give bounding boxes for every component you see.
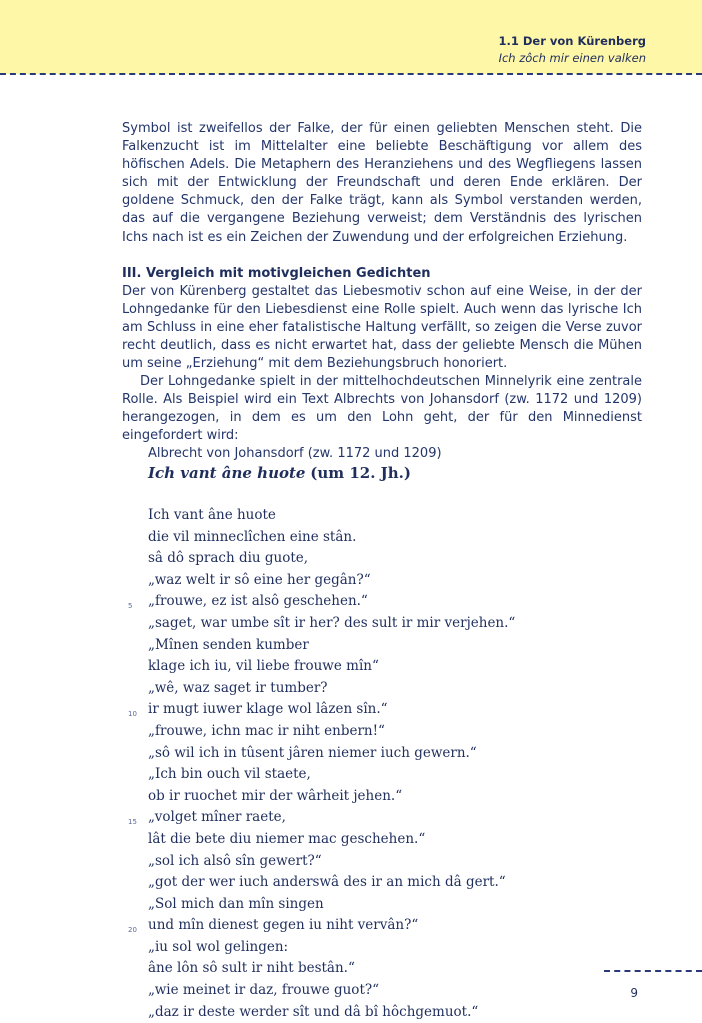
line-number: 15	[128, 818, 137, 827]
poem-line	[148, 527, 568, 549]
poem-line-text: „saget, war umbe sît ir her? des sult ir mir verjehen.“	[148, 614, 516, 631]
poem-title-main: Ich vant âne huote	[148, 464, 306, 482]
poem-line-text: „Sol mich dan mîn singen	[148, 895, 324, 912]
poem-line-text: „Mînen senden kumber	[148, 636, 309, 653]
poem-line-text: „got der wer iuch anderswâ des ir an mich dâ gert.“	[148, 874, 506, 891]
main-text	[122, 120, 642, 446]
poem-line-text: „wie meinet ir daz, frouwe guot?“	[148, 982, 380, 999]
poem-line-text: „Ich bin ouch vil staete,	[148, 766, 311, 783]
poem-line-text: „iu sol wol gelingen:	[148, 938, 289, 955]
line-number: 20	[128, 926, 137, 935]
header-divider	[0, 73, 702, 75]
chapter-subtitle: Ich zôch mir einen valken	[498, 51, 646, 65]
poem-line-text: „sol ich alsô sîn gewert?“	[148, 852, 322, 869]
poem-line	[148, 570, 568, 592]
poem-line	[128, 915, 568, 937]
poem-line-text: ob ir ruochet mir der wârheit jehen.“	[148, 787, 403, 804]
poem-line	[128, 699, 568, 721]
poem-author: Albrecht von Johansdorf (zw. 1172 und 1209)	[148, 446, 442, 461]
line-number: 10	[128, 710, 137, 719]
poem-line	[148, 743, 568, 765]
poem-line-text: „frouwe, ez ist alsô geschehen.“	[148, 593, 368, 610]
poem-block	[128, 445, 568, 1023]
poem-line-text: „frouwe, ichn mac ir niht enbern!“	[148, 722, 385, 739]
poem-line	[148, 872, 568, 894]
poem-line	[148, 548, 568, 570]
poem-line-text: sâ dô sprach diu guote,	[148, 550, 309, 567]
poem-line	[148, 958, 568, 980]
poem-line	[148, 894, 568, 916]
poem-line	[148, 505, 568, 527]
poem-title-date: (um 12. Jh.)	[310, 464, 411, 482]
poem-line-text: „volget mîner raete,	[148, 809, 286, 826]
chapter-title: 1.1 Der von Kürenberg	[498, 34, 646, 48]
poem-line-text: Ich vant âne huote	[148, 507, 276, 523]
poem-line-text: „daz ir deste werder sît und dâ bî hôchgemuot.“	[148, 1003, 479, 1020]
poem-line	[128, 591, 568, 613]
poem-line	[148, 786, 568, 808]
poem-line-text: ir mugt iuwer klage wol lâzen sîn.“	[148, 701, 388, 718]
poem-line-text: die vil minneclîchen eine stân.	[148, 528, 357, 545]
poem-line-text: klage ich iu, vil liebe frouwe mîn“	[148, 658, 379, 675]
line-number: 5	[128, 602, 133, 611]
poem-line-text: lât die bete diu niemer mac geschehen.“	[148, 830, 426, 847]
section-heading: III. Vergleich mit motivgleichen Gedichten	[122, 265, 431, 281]
paragraph-symbol: Symbol ist zweifellos der Falke, der für einen geliebten Menschen steht. Die Falkenzucht ist im Mittelalter eine beliebte Beschäftigung vor allem des höfischen Adels. Die Metaphern des Heranziehens und des Wegfliegens lassen sich mit der Entwicklung der Freundschaft und deren Ende erklären. Der goldene Schmuck, den der Falke trägt, kann als Symbol verstanden werden, das auf die vergangene Beziehung verweist; dem Verständnis des lyrischen Ichs nach ist es ein Zeichen der Zuwendung und der erfolgreichen Erziehung.	[122, 121, 642, 245]
poem-line-text: „waz welt ir sô eine her gegân?“	[148, 571, 371, 588]
footer-divider	[604, 970, 702, 972]
poem-line	[148, 656, 568, 678]
poem-line	[148, 721, 568, 743]
poem-line	[148, 764, 568, 786]
paragraph-lohngedanke: Der von Kürenberg gestaltet das Liebesmotiv schon auf eine Weise, in der der Lohngedanke für den Liebesdienst eine Rolle spielt. Auch wenn das lyrische Ich am Schluss in eine eher fatalistische Haltung verfällt, so zeigen die Verse zuvor recht deutlich, dass es nicht erwartet hat, dass der geliebte Mensch die Mühen um seine „Erziehung“ mit dem Beziehungsbruch honoriert.	[122, 283, 642, 372]
poem-lines	[128, 505, 568, 1023]
poem-line	[148, 613, 568, 635]
poem-line	[148, 851, 568, 873]
poem-line-text: und mîn dienest gegen iu niht vervân?“	[148, 917, 419, 934]
page-number: 9	[630, 986, 638, 1000]
poem-line	[148, 937, 568, 959]
poem-line	[148, 829, 568, 851]
poem-line	[148, 678, 568, 700]
poem-line-text: âne lôn sô sult ir niht bestân.“	[148, 960, 355, 977]
poem-line	[128, 807, 568, 829]
poem-title	[148, 463, 568, 483]
poem-line	[148, 635, 568, 657]
poem-line-text: „sô wil ich in tûsent jâren niemer iuch gewern.“	[148, 744, 477, 761]
poem-line-text: „wê, waz saget ir tumber?	[148, 679, 328, 696]
poem-line	[148, 980, 568, 1002]
paragraph-minnelyrik: Der Lohngedanke spielt in der mittelhochdeutschen Minnelyrik eine zentrale Rolle. Als Beispiel wird ein Text Albrechts von Johansdorf (zw. 1172 und 1209) herangezogen, in dem es um den Lohn geht, der für den Minnedienst eingefordert wird:	[122, 374, 642, 444]
